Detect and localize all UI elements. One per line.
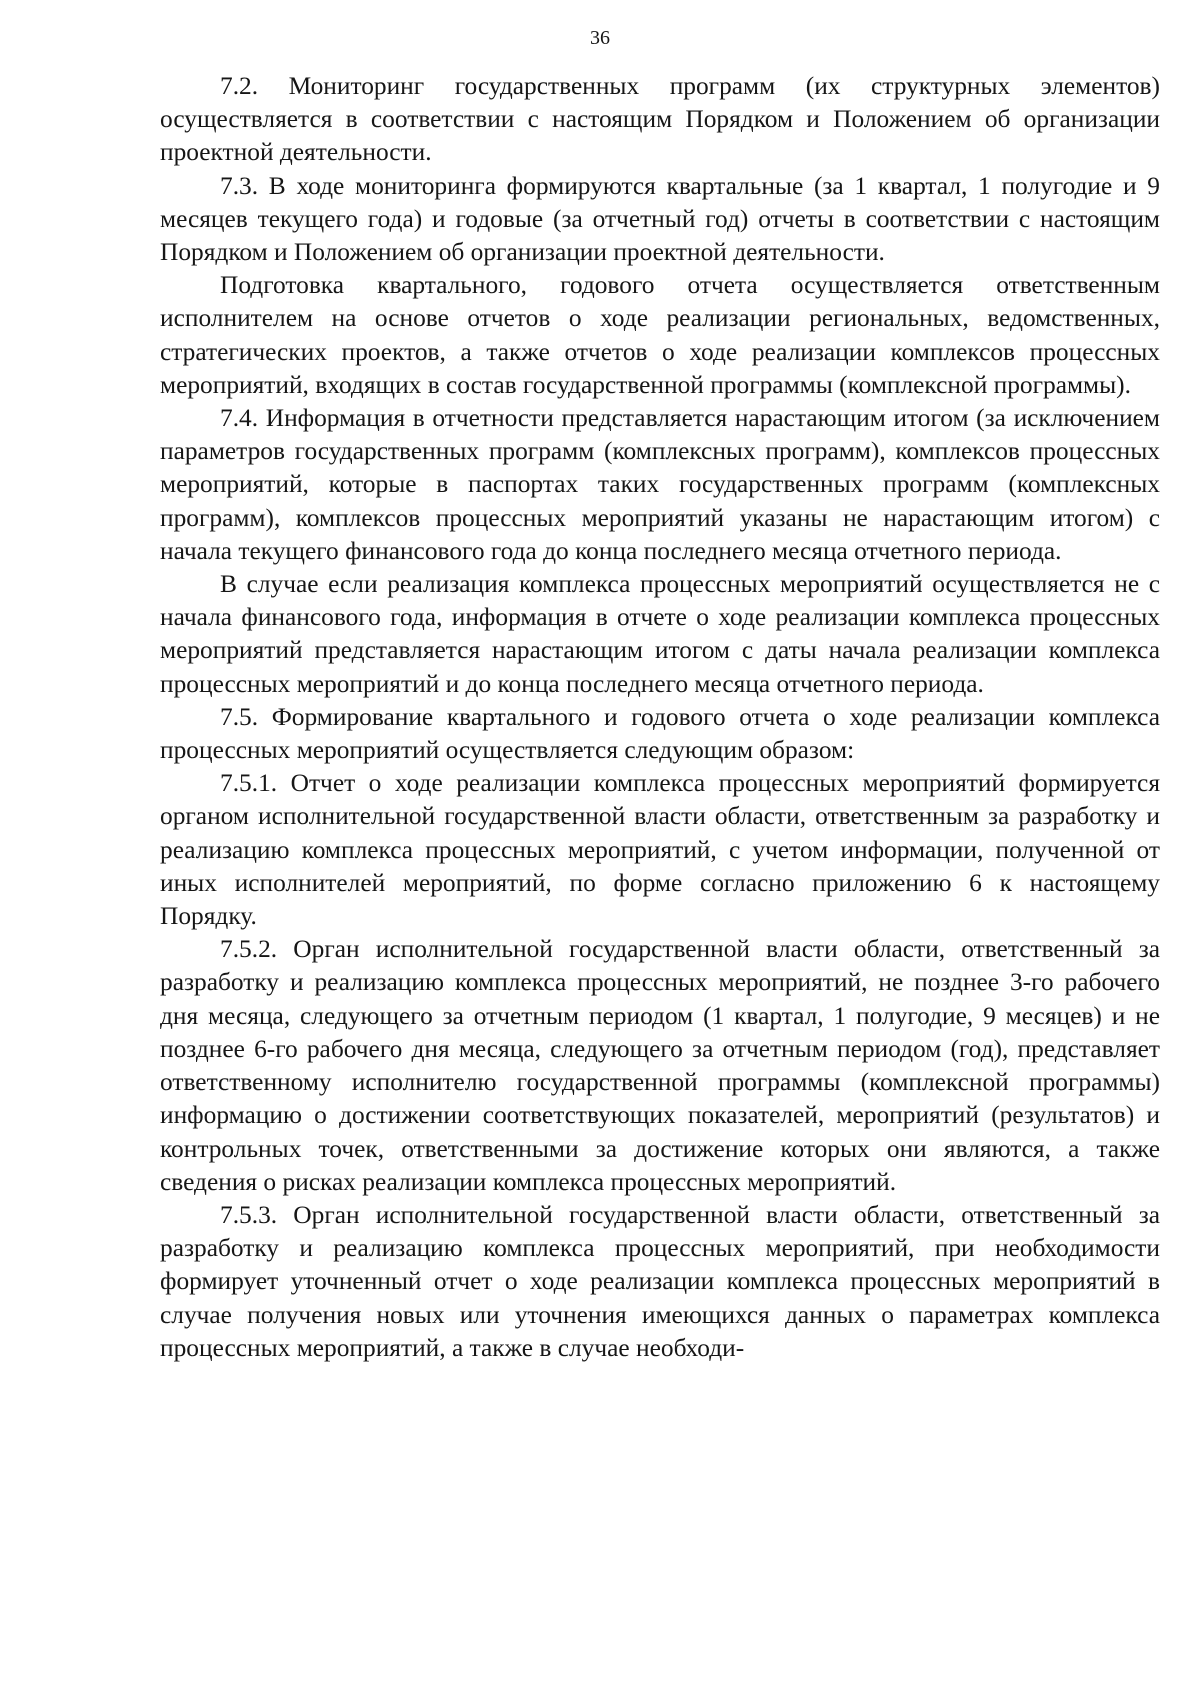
paragraph-7-5: 7.5. Формирование квартального и годового отчета о ходе реализации комплекса процессных мероприятий осуществляется следующим образом: — [160, 702, 1160, 765]
document-body — [160, 70, 1160, 1365]
paragraph-7-2: 7.2. Мониторинг государственных программ (их структурных элементов) осуществляется в соответствии с настоящим Порядком и Положением об организации проектной деятельности. — [160, 72, 1160, 167]
page-number: 36 — [590, 27, 610, 49]
paragraph-report-preparation: Подготовка квартального, годового отчета осуществляется ответственным исполнителем на основе отчетов о ходе реализации региональных, ведомственных, стратегических проектов, а также отчетов о ходе реализации комплексов процессных мероприятий, входящих в состав государственной программы (комплексной программы). — [160, 271, 1160, 399]
paragraph-7-3: 7.3. В ходе мониторинга формируются квартальные (за 1 квартал, 1 полугодие и 9 месяцев текущего года) и годовые (за отчетный год) отчеты в соответствии с настоящим Порядком и Положением об организации проектной деятельности. — [160, 171, 1160, 267]
paragraph-7-4: 7.4. Информация в отчетности представляется нарастающим итогом (за исключением параметров государственных программ (комплексных программ), комплексов процессных мероприятий, которые в паспортах таких государственных программ (комплексных программ), комплексов процессных мероприятий указаны не нарастающим итогом) с начала текущего финансового года до конца последнего месяца отчетного периода. — [160, 404, 1160, 565]
paragraph-7-5-1: 7.5.1. Отчет о ходе реализации комплекса процессных мероприятий формируется органом исполнительной государственной власти области, ответственным за разработку и реализацию комплекса процессных мероприятий, с учетом информации, полученной от иных исполнителей мероприятий, по форме согласно приложению 6 к настоящему Порядку. — [160, 769, 1160, 931]
paragraph-late-start: В случае если реализация комплекса процессных мероприятий осуществляется не с начала финансового года, информация в отчете о ходе реализации комплекса процессных мероприятий представляется нарастающим итогом с даты начала реализации комплекса процессных мероприятий и до конца последнего месяца отчетного периода. — [160, 570, 1160, 698]
paragraph-7-5-2: 7.5.2. Орган исполнительной государственной власти области, ответственный за разработку и реализацию комплекса процессных мероприятий, не позднее 3-го рабочего дня месяца, следующего за отчетным периодом (1 квартал, 1 полугодие, 9 месяцев) и не позднее 6-го рабочего дня месяца, следующего за отчетным периодом (год), представляет ответственному исполнителю государственной программы (комплексной программы) информацию о достижении соответствующих показателей, мероприятий (результатов) и контрольных точек, ответственными за достижение которых они являются, а также сведения о рисках реализации комплекса процессных мероприятий. — [160, 935, 1160, 1196]
paragraph-7-5-3: 7.5.3. Орган исполнительной государственной власти области, ответственный за разработку и реализацию комплекса процессных мероприятий, при необходимости формирует уточненный отчет о ходе реализации комплекса процессных мероприятий в случае получения новых или уточнения имеющихся данных о параметрах комплекса процессных мероприятий, а также в случае необходи- — [160, 1200, 1160, 1362]
